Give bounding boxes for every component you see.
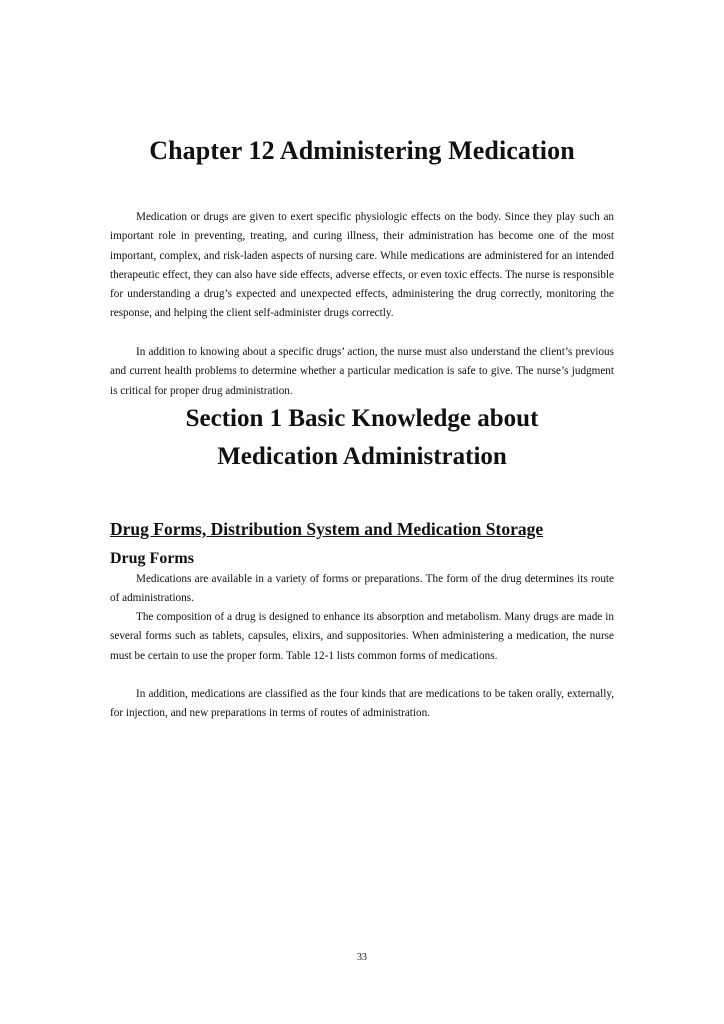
intro-paragraph-1: Medication or drugs are given to exert specific physiologic effects on the body. Since they play such an important role in preventing, treating, and curing illness, their administration has become one of the most important, complex, and risk-laden aspects of nursing care. While medications are administered for an intended therapeutic effect, they can also have side effects, adverse effects, or even toxic effects. The nurse is responsible for understanding a drug’s expected and unexpected effects, administering the drug correctly, monitoring the response, and helping the client self-administer drugs correctly. (110, 211, 614, 320)
drug-forms-heading: Drug Forms (110, 550, 194, 567)
chapter-title: Chapter 12 Administering Medication (149, 136, 575, 165)
subsection-heading: Drug Forms, Distribution System and Medication Storage (110, 519, 544, 539)
section-title-line-2: Medication Administration (217, 443, 507, 470)
intro-paragraph-2: In addition to knowing about a specific drugs’ action, the nurse must also understand the client’s previous and current health problems to determine whether a particular medication is safe to give. The nurse’s judgment is critical for proper drug administration. (110, 346, 614, 397)
drug-forms-paragraph-2: The composition of a drug is designed to enhance its absorption and metabolism. Many drugs are made in several forms such as tablets, capsules, elixirs, and suppositories. When administering a medication, the nurse must be certain to use the proper form. Table 12-1 lists common forms of medications. (110, 611, 614, 662)
page-number: 33 (357, 952, 367, 963)
drug-forms-paragraph-1: Medications are available in a variety of forms or preparations. The form of the drug determines its route of administrations. (110, 573, 614, 605)
drug-forms-paragraph-3: In addition, medications are classified as the four kinds that are medications to be taken orally, externally, for injection, and new preparations in terms of routes of administration. (110, 688, 614, 720)
section-title-line-1: Section 1 Basic Knowledge about (185, 405, 539, 432)
